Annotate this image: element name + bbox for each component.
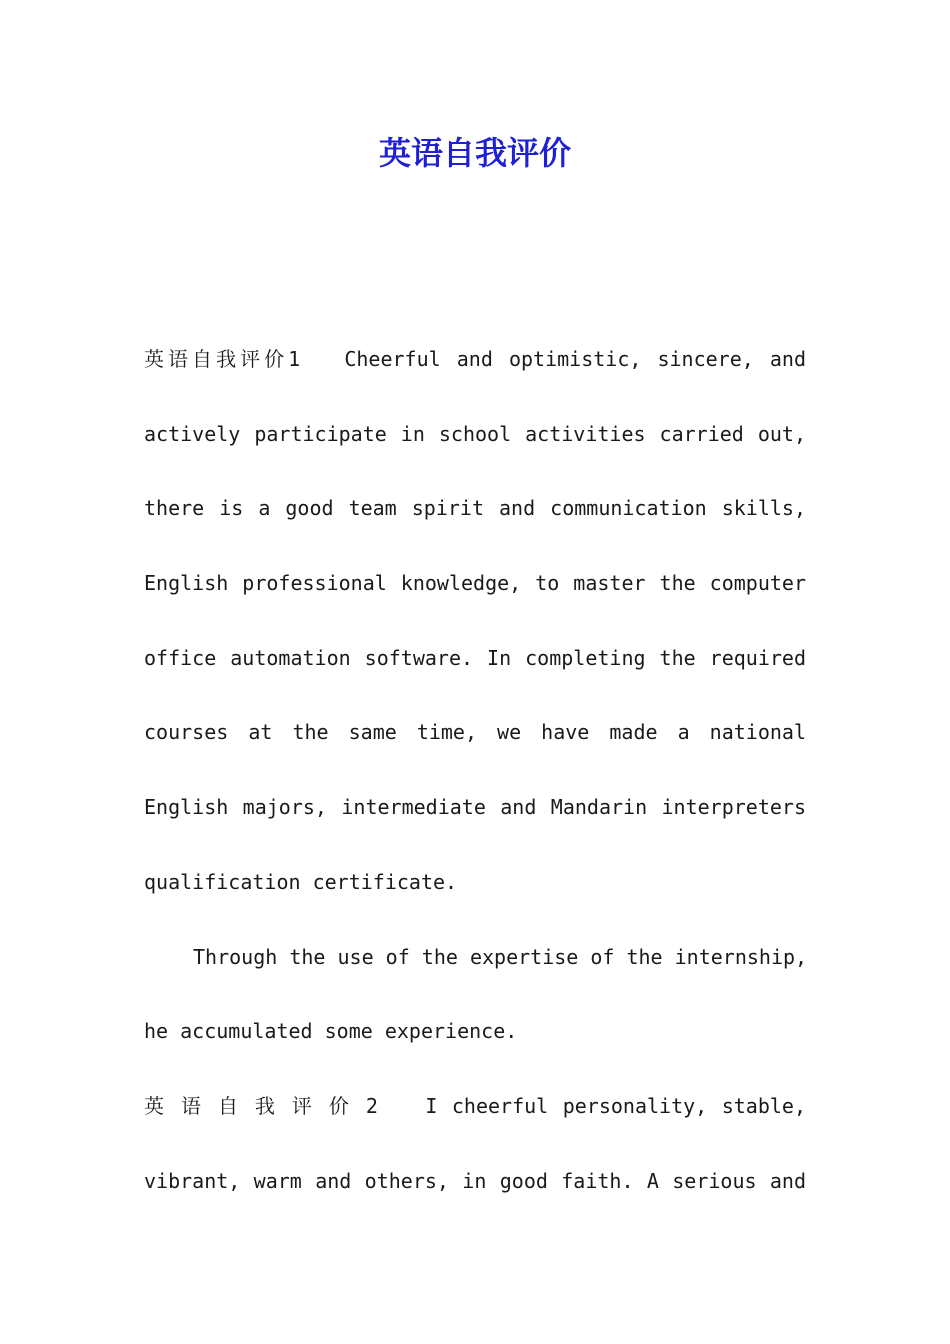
text-line: actively participate in school activities carried out, bbox=[144, 421, 806, 446]
text-line: there is a good team spirit and communication skills, bbox=[144, 496, 806, 521]
text-line: English majors, intermediate and Mandarin interpreters bbox=[144, 795, 806, 820]
text-line: Through the use of the expertise of the internship, bbox=[193, 944, 808, 969]
text-line: qualification certificate. bbox=[144, 869, 458, 894]
document-title: 英语自我评价 bbox=[378, 134, 571, 172]
text-line: office automation software. In completing the required bbox=[144, 645, 806, 670]
text-line: English professional knowledge, to master the computer bbox=[144, 571, 806, 596]
text-line: vibrant, warm and others, in good faith. A serious and bbox=[144, 1168, 806, 1193]
text-line: courses at the same time, we have made a national bbox=[144, 720, 806, 745]
text-line: 英 语 自 我 评 价 2 I cheerful personality, stable, bbox=[144, 1093, 806, 1118]
text-line: 英语自我评价1 Cheerful and optimistic, sincere, and bbox=[144, 347, 806, 371]
document-body bbox=[144, 336, 806, 1232]
text-line: he accumulated some experience. bbox=[144, 1019, 518, 1044]
